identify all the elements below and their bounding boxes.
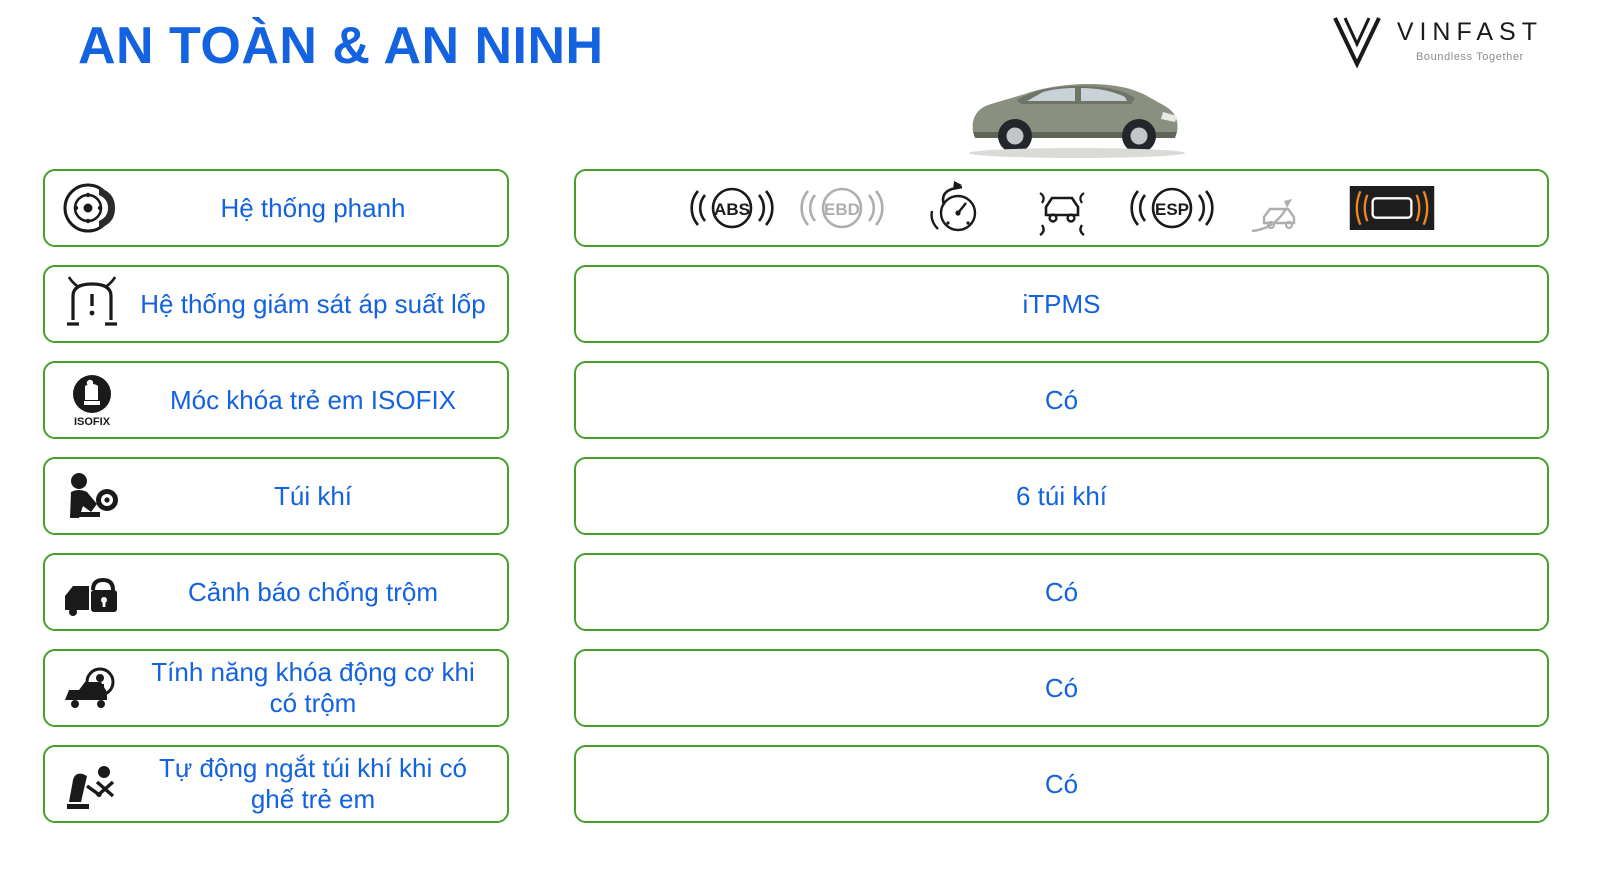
traction-control-icon bbox=[908, 177, 996, 239]
row-value-anti-theft bbox=[574, 553, 1549, 631]
hill-start-assist-icon bbox=[1238, 177, 1326, 239]
row-value-tire-pressure bbox=[574, 265, 1549, 343]
table-row bbox=[0, 553, 1597, 631]
brand-text bbox=[1396, 17, 1543, 63]
row-label-text: Hệ thống giám sát áp suất lốp bbox=[140, 288, 486, 319]
row-value-airbag-cutoff bbox=[574, 745, 1549, 823]
brand-tagline: Boundless Together bbox=[1415, 50, 1524, 63]
row-value-text: iTPMS bbox=[1022, 288, 1101, 319]
page-title: AN TOÀN & AN NINH bbox=[78, 17, 604, 75]
row-value-text: 6 túi khí bbox=[1015, 480, 1108, 511]
row-value-immobilizer bbox=[574, 649, 1549, 727]
row-value-brake-system bbox=[574, 169, 1549, 247]
stability-control-icon bbox=[1018, 177, 1106, 239]
esp-icon bbox=[1128, 177, 1216, 239]
row-value-text: Có bbox=[1044, 672, 1079, 703]
table-row bbox=[0, 649, 1597, 727]
engine-immobilizer-icon bbox=[55, 656, 129, 720]
row-label-tire-pressure bbox=[43, 265, 509, 343]
anti-theft-alarm-icon bbox=[55, 560, 129, 624]
svg-text:ESP: ESP bbox=[1154, 200, 1189, 219]
tire-pressure-icon bbox=[55, 272, 129, 336]
row-label-text: Túi khí bbox=[273, 480, 353, 511]
brand-name: VINFAST bbox=[1396, 17, 1543, 46]
row-label-brake-system bbox=[43, 169, 509, 247]
airbag-icon bbox=[55, 464, 129, 528]
row-label-anti-theft bbox=[43, 553, 509, 631]
svg-text:EBD: EBD bbox=[823, 200, 860, 219]
row-value-isofix bbox=[574, 361, 1549, 439]
isofix-icon bbox=[55, 368, 129, 432]
row-label-text: Tính năng khóa động cơ khi có trộm bbox=[151, 657, 475, 718]
svg-text:ISOFIX: ISOFIX bbox=[73, 416, 111, 428]
row-label-airbag-cutoff bbox=[43, 745, 509, 823]
airbag-cutoff-child-seat-icon bbox=[55, 752, 129, 816]
parking-sensor-icon bbox=[1348, 177, 1436, 239]
row-value-text: Có bbox=[1044, 384, 1079, 415]
abs-icon bbox=[688, 177, 776, 239]
row-label-airbag bbox=[43, 457, 509, 535]
row-label-text: Hệ thống phanh bbox=[220, 192, 406, 223]
spec-table bbox=[0, 169, 1597, 841]
brand-logo bbox=[1331, 14, 1543, 68]
table-row bbox=[0, 361, 1597, 439]
ebd-icon bbox=[798, 177, 886, 239]
brake-tech-icon-strip bbox=[576, 177, 1547, 239]
svg-text:ABS: ABS bbox=[713, 200, 750, 219]
table-row bbox=[0, 745, 1597, 823]
row-value-airbag bbox=[574, 457, 1549, 535]
row-label-text: Tự động ngắt túi khí khi có ghế trẻ em bbox=[159, 753, 467, 814]
row-label-text: Cảnh báo chống trộm bbox=[187, 576, 439, 607]
row-label-immobilizer bbox=[43, 649, 509, 727]
vinfast-v-logo-icon bbox=[1331, 14, 1383, 68]
table-row bbox=[0, 457, 1597, 535]
row-label-isofix bbox=[43, 361, 509, 439]
brake-disc-icon bbox=[55, 176, 129, 240]
row-value-text: Có bbox=[1044, 576, 1079, 607]
table-row bbox=[0, 169, 1597, 247]
row-label-text: Móc khóa trẻ em ISOFIX bbox=[169, 384, 457, 415]
table-row bbox=[0, 265, 1597, 343]
row-value-text: Có bbox=[1044, 768, 1079, 799]
vinfast-suv-car-icon bbox=[955, 58, 1195, 168]
